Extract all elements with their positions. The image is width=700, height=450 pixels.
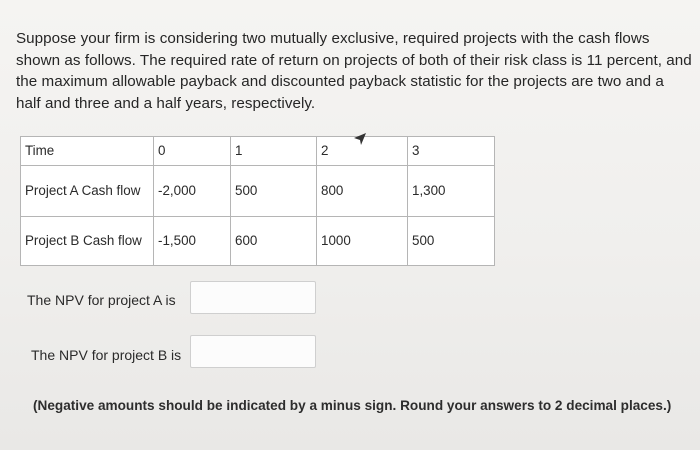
header-cell-year-1: 1 [231, 137, 317, 166]
npv-a-input[interactable] [190, 281, 316, 314]
cell-project-a-year-2: 800 [317, 166, 408, 217]
header-cell-year-0: 0 [154, 137, 231, 166]
rounding-instruction: (Negative amounts should be indicated by a minus sign. Round your answers to 2 decimal places.) [33, 398, 672, 413]
npv-a-label: The NPV for project A is [27, 292, 176, 308]
header-cell-year-2: 2 [317, 137, 408, 166]
cell-project-a-year-0: -2,000 [154, 166, 231, 217]
question-text: Suppose your firm is considering two mutually exclusive, required projects with the cash flows shown as follows. The required rate of return on projects of both of their risk class is 11 percent, and the maximum allowable payback and discounted payback statistic for the projects are two and a half and three and a half years, respectively. [16, 30, 692, 112]
table-row-project-a [21, 166, 495, 217]
header-cell-time: Time [21, 137, 154, 166]
cell-project-b-year-1: 600 [231, 217, 317, 266]
table-header-row [21, 137, 495, 166]
npv-b-label: The NPV for project B is [31, 347, 182, 363]
cell-project-a-year-3: 1,300 [408, 166, 495, 217]
cell-project-b-year-3: 500 [408, 217, 495, 266]
cell-project-b-year-0: -1,500 [154, 217, 231, 266]
table-row-project-b [21, 217, 495, 266]
row-label-project-b: Project B Cash flow [21, 217, 154, 266]
cell-project-b-year-2: 1000 [317, 217, 408, 266]
header-cell-year-3: 3 [408, 137, 495, 166]
row-label-project-a: Project A Cash flow [21, 166, 154, 217]
cell-project-a-year-1: 500 [231, 166, 317, 217]
cash-flow-table [20, 136, 495, 266]
mouse-pointer-icon [353, 132, 367, 146]
npv-b-input[interactable] [190, 335, 316, 368]
